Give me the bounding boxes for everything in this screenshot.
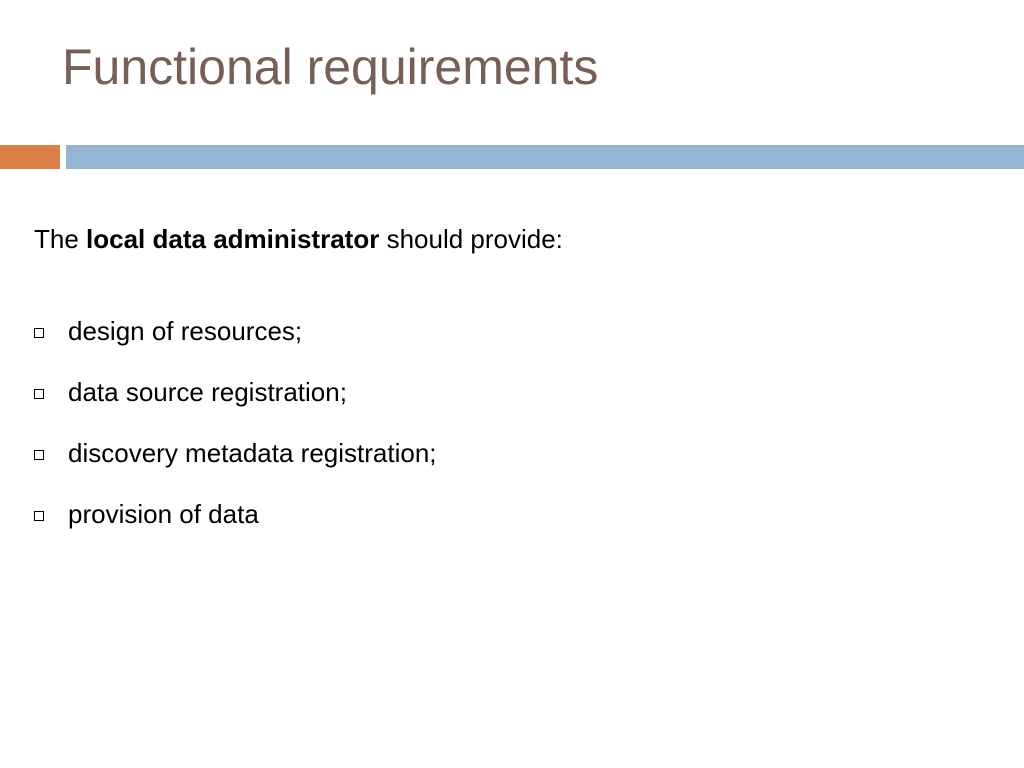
- intro-prefix: The: [34, 224, 87, 254]
- hollow-square-icon: [34, 328, 44, 338]
- hollow-square-icon: [34, 389, 44, 399]
- intro-text: [34, 224, 563, 255]
- list-item-label: design of resources;: [68, 316, 303, 346]
- list-item-label: discovery metadata registration;: [68, 438, 437, 468]
- intro-emphasis: local data administrator: [86, 224, 380, 254]
- hollow-square-icon: [34, 511, 44, 521]
- list-item-label: provision of data: [68, 499, 259, 529]
- list-item-label: data source registration;: [68, 377, 347, 407]
- intro-suffix: should provide:: [379, 224, 563, 254]
- hollow-square-icon: [34, 450, 44, 460]
- accent-bar: [0, 145, 60, 169]
- slide-title: Functional requirements: [62, 39, 599, 95]
- header-divider-bar: [66, 145, 1024, 169]
